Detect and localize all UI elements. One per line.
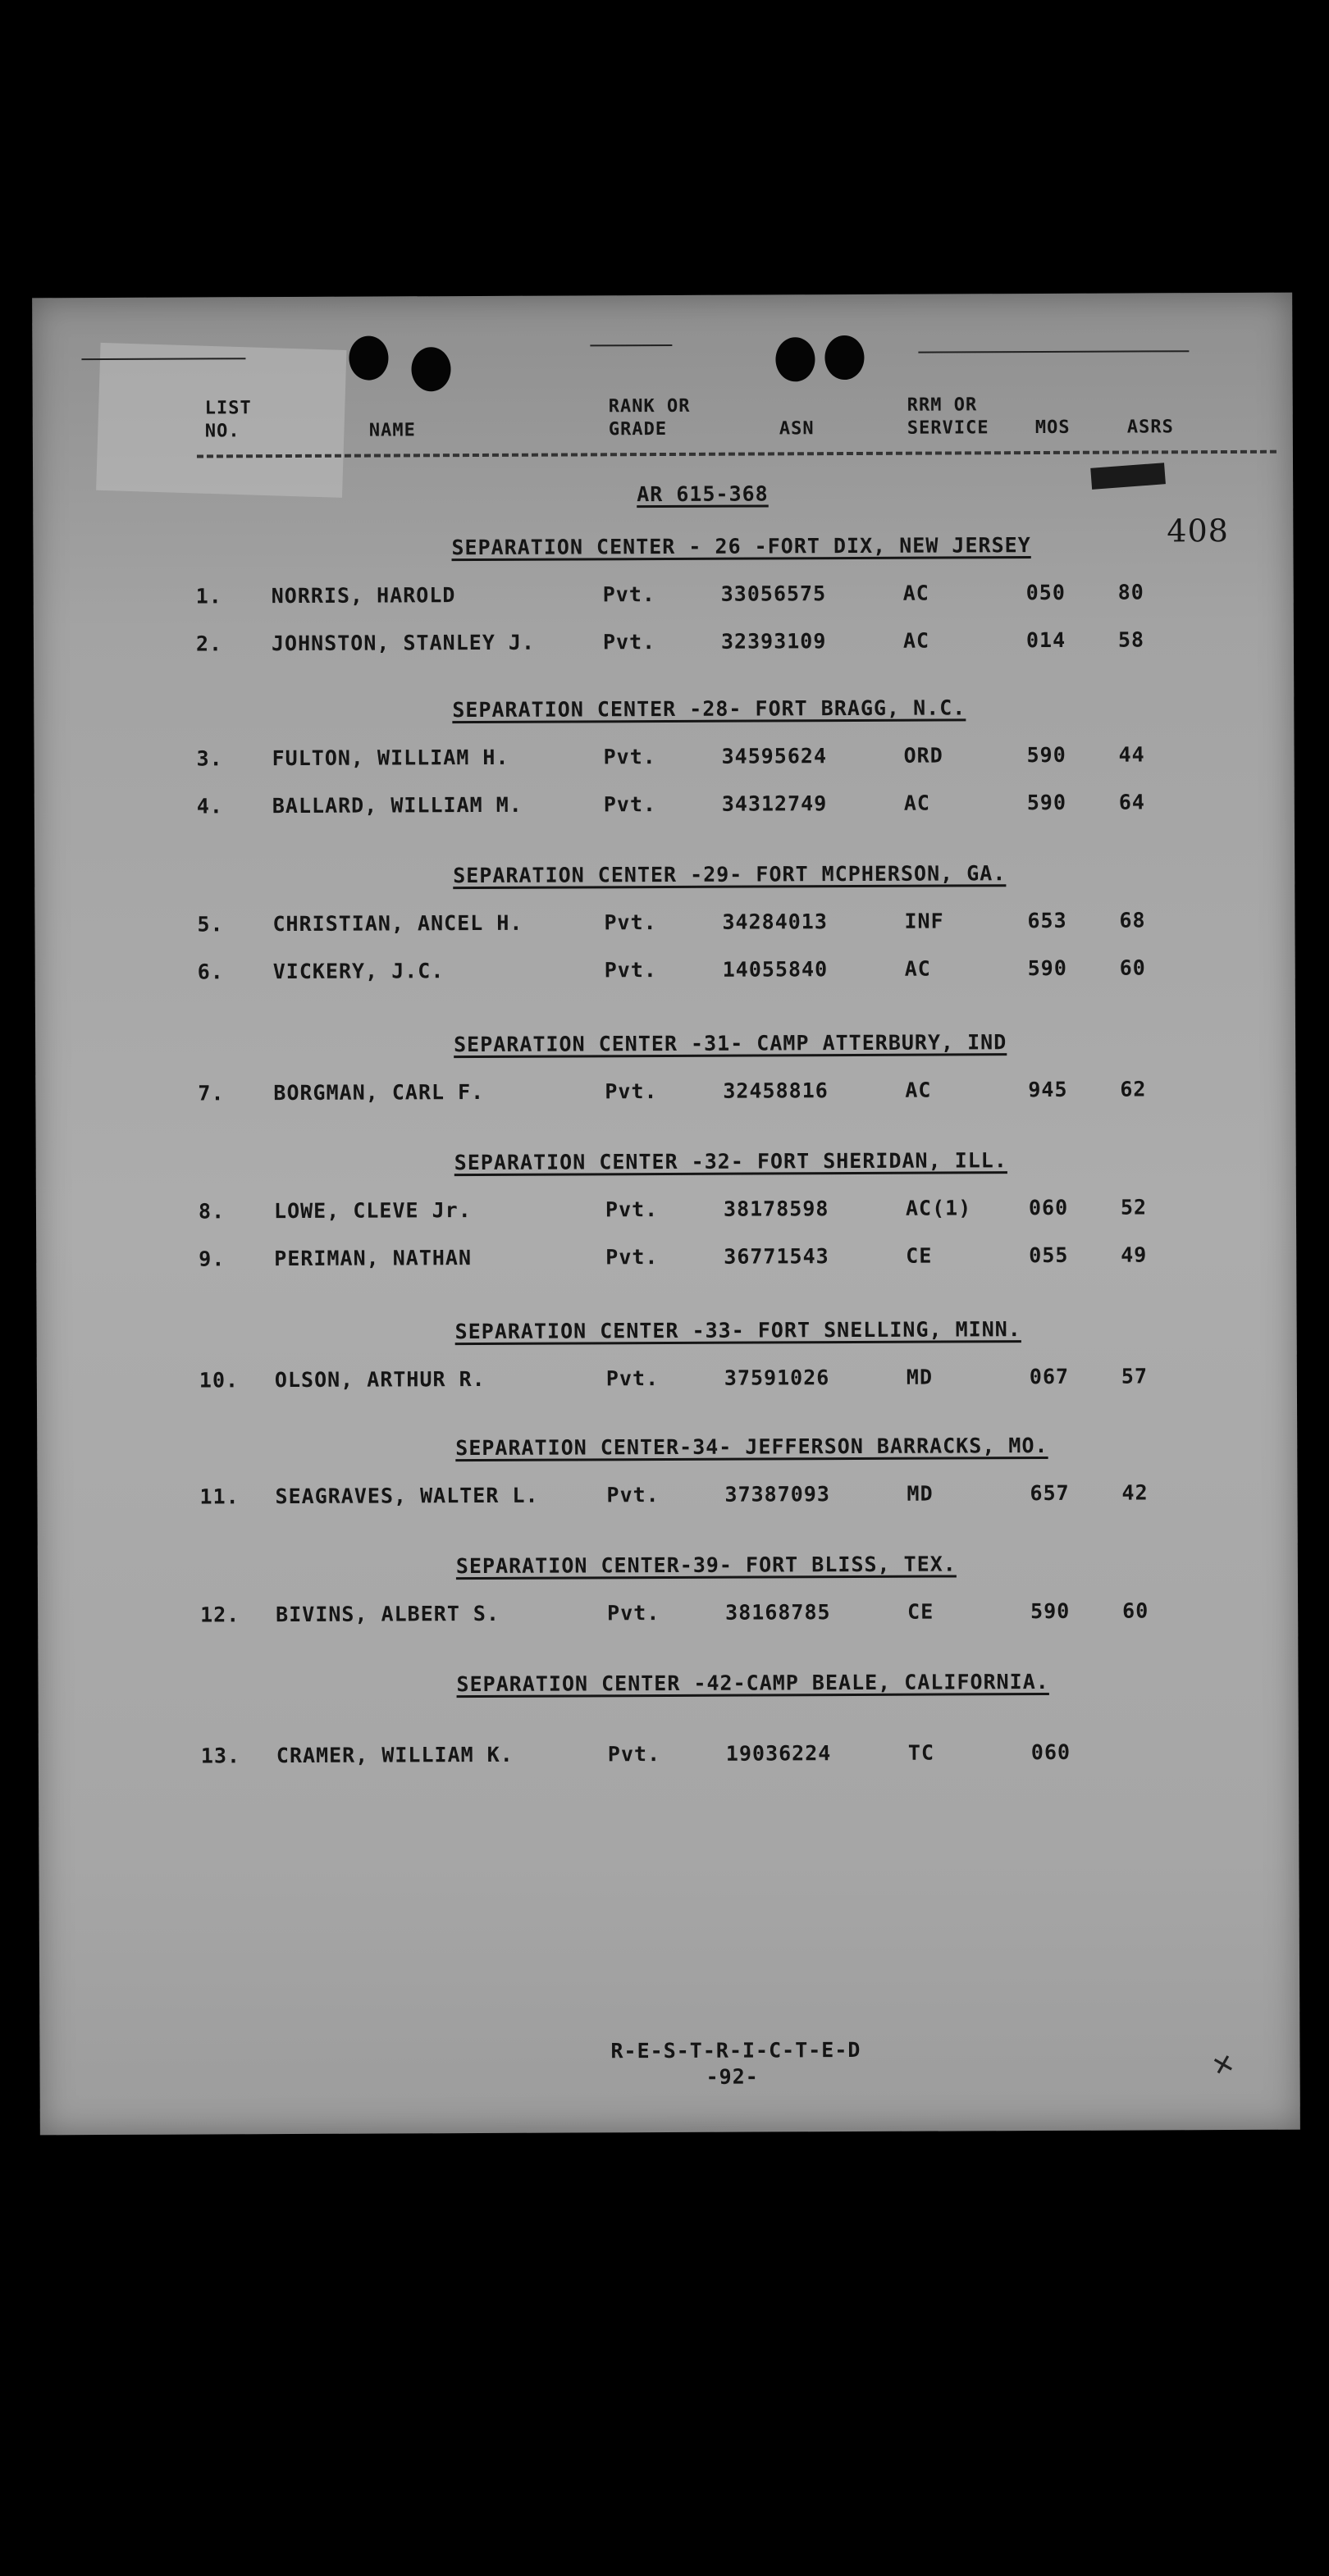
cell-no: 7. <box>198 1081 225 1106</box>
cell-asn: 32393109 <box>720 629 827 654</box>
cell-rank: Pvt. <box>604 958 657 983</box>
cell-asrs: 58 <box>1117 627 1145 652</box>
cell-name: LOWE, CLEVE Jr. <box>273 1198 472 1224</box>
section-heading: SEPARATION CENTER-39- FORT BLISS, TEX. <box>455 1552 957 1579</box>
cell-asn: 32458816 <box>723 1078 829 1103</box>
cell-service: CE <box>907 1599 934 1624</box>
cell-no: 12. <box>200 1603 240 1627</box>
cell-asrs: 42 <box>1121 1480 1149 1505</box>
section-heading: SEPARATION CENTER -31- CAMP ATTERBURY, IND <box>454 1030 1007 1057</box>
cell-asn: 14055840 <box>722 957 829 982</box>
cell-no: 5. <box>197 912 224 937</box>
cell-asrs: 57 <box>1121 1364 1149 1388</box>
cell-no: 8. <box>198 1199 226 1224</box>
cell-mos: 050 <box>1025 580 1066 605</box>
cell-service: INF <box>904 909 944 933</box>
cell-mos: 055 <box>1029 1242 1069 1268</box>
cell-name: FULTON, WILLIAM H. <box>272 745 509 771</box>
cell-name: BALLARD, WILLIAM M. <box>272 792 523 818</box>
cell-name: CRAMER, WILLIAM K. <box>276 1742 514 1768</box>
cell-rank: Pvt. <box>605 1245 659 1270</box>
cell-service: ORD <box>903 743 943 768</box>
cell-asrs: 80 <box>1117 580 1144 604</box>
cell-no: 10. <box>199 1368 240 1393</box>
scratch-line <box>918 350 1189 353</box>
section-heading: SEPARATION CENTER -29- FORT MCPHERSON, GA. <box>453 861 1007 888</box>
cell-asn: 19036224 <box>725 1741 832 1766</box>
section-heading: SEPARATION CENTER -28- FORT BRAGG, N.C. <box>452 695 966 723</box>
cell-rank: Pvt. <box>603 745 656 769</box>
cell-service: MD <box>906 1365 934 1389</box>
punch-hole <box>824 335 864 380</box>
header-asrs: ASRS <box>1126 417 1174 438</box>
cell-service: MD <box>907 1481 934 1506</box>
cell-rank: Pvt. <box>604 910 657 935</box>
pencil-x-mark: ✕ <box>1208 2042 1238 2085</box>
cell-asn: 34595624 <box>721 744 828 768</box>
cell-name: NORRIS, HAROLD <box>271 583 456 609</box>
punch-hole <box>411 347 450 391</box>
cell-asrs: 62 <box>1120 1077 1147 1101</box>
redaction-mark <box>1090 463 1166 490</box>
section-heading: SEPARATION CENTER -42-CAMP BEALE, CALIFORNIA. <box>456 1669 1049 1697</box>
cell-asrs: 60 <box>1119 955 1146 980</box>
punch-hole <box>775 337 815 381</box>
cell-no: 1. <box>195 584 222 609</box>
header-list-no: LIST NO. <box>204 398 252 442</box>
cell-rank: Pvt. <box>605 1079 658 1104</box>
stamped-page-number: 408 <box>1167 512 1229 549</box>
cell-asrs: 64 <box>1118 790 1145 814</box>
cell-mos: 945 <box>1028 1077 1068 1102</box>
cell-name: SEAGRAVES, WALTER L. <box>275 1483 539 1509</box>
cell-asn: 34284013 <box>722 910 828 934</box>
cell-name: OLSON, ARTHUR R. <box>274 1366 486 1393</box>
cell-name: PERIMAN, NATHAN <box>274 1246 473 1271</box>
header-asn: ASN <box>779 418 815 440</box>
cell-service: TC <box>907 1740 935 1765</box>
cell-name: JOHNSTON, STANLEY J. <box>271 630 536 656</box>
cell-service: AC <box>902 581 929 605</box>
cell-asrs: 52 <box>1120 1195 1148 1220</box>
cell-mos: 590 <box>1026 742 1066 768</box>
cell-asn: 34312749 <box>721 791 828 816</box>
cell-rank: Pvt. <box>602 582 655 607</box>
cell-service: CE <box>906 1243 933 1268</box>
cell-rank: Pvt. <box>607 1601 660 1625</box>
classification-marking: R-E-S-T-R-I-C-T-E-D <box>610 2037 861 2063</box>
cell-no: 2. <box>195 631 223 656</box>
cell-rank: Pvt. <box>605 1197 659 1222</box>
cell-asn: 37387093 <box>724 1482 830 1507</box>
regulation-heading: AR 615-368 <box>637 481 769 507</box>
cell-no: 4. <box>196 794 223 818</box>
cell-asn: 37591026 <box>724 1366 830 1390</box>
section-heading: SEPARATION CENTER -32- FORT SHERIDAN, ILL. <box>454 1148 1007 1175</box>
section-heading: SEPARATION CENTER -33- FORT SNELLING, MINN. <box>454 1317 1021 1344</box>
header-service: RRM OR SERVICE <box>907 394 989 439</box>
cell-name: CHRISTIAN, ANCEL H. <box>272 910 523 937</box>
cell-no: 11. <box>199 1484 240 1509</box>
cell-service: AC <box>902 628 930 653</box>
cell-asn: 36771543 <box>724 1244 829 1269</box>
cell-rank: Pvt. <box>603 792 657 817</box>
cell-mos: 067 <box>1029 1364 1070 1389</box>
header-rule <box>197 450 1276 458</box>
cell-mos: 657 <box>1030 1480 1070 1506</box>
cell-asrs: 44 <box>1118 742 1145 767</box>
cell-service: AC <box>904 956 931 981</box>
header-name: NAME <box>368 420 416 441</box>
cell-name: BIVINS, ALBERT S. <box>276 1601 500 1627</box>
cell-asrs: 60 <box>1122 1598 1149 1623</box>
scratch-line <box>590 344 672 346</box>
section-heading: SEPARATION CENTER - 26 -FORT DIX, NEW JERSEY <box>451 533 1031 560</box>
cell-service: AC <box>905 1078 932 1102</box>
cell-mos: 590 <box>1030 1598 1071 1624</box>
cell-asn: 38168785 <box>725 1600 831 1625</box>
cell-asrs: 49 <box>1121 1242 1148 1267</box>
cell-no: 9. <box>199 1247 226 1271</box>
document-page <box>32 293 1300 2136</box>
cell-mos: 060 <box>1030 1739 1071 1765</box>
cell-no: 6. <box>197 960 224 984</box>
cell-asn: 33056575 <box>720 581 827 606</box>
cell-name: BORGMAN, CARL F. <box>273 1079 485 1106</box>
header-rank: RANK OR GRADE <box>608 395 691 440</box>
cell-mos: 590 <box>1027 955 1067 981</box>
cell-rank: Pvt. <box>602 630 656 654</box>
cell-service: AC <box>903 791 930 815</box>
punch-hole <box>349 335 388 380</box>
cell-no: 13. <box>200 1744 241 1768</box>
page-footer-number: -92- <box>706 2064 759 2089</box>
header-mos: MOS <box>1034 417 1071 439</box>
cell-rank: Pvt. <box>606 1483 660 1507</box>
cell-rank: Pvt. <box>605 1366 660 1391</box>
cell-rank: Pvt. <box>607 1742 661 1767</box>
cell-asrs: 68 <box>1119 908 1146 932</box>
cell-mos: 590 <box>1026 790 1067 815</box>
cell-mos: 653 <box>1027 908 1067 933</box>
section-heading: SEPARATION CENTER-34- JEFFERSON BARRACKS, MO. <box>455 1433 1048 1461</box>
cell-mos: 014 <box>1025 627 1066 653</box>
cell-service: AC(1) <box>905 1196 972 1220</box>
cell-asn: 38178598 <box>723 1197 829 1221</box>
cell-mos: 060 <box>1028 1195 1069 1220</box>
cell-no: 3. <box>196 746 223 771</box>
cell-name: VICKERY, J.C. <box>272 959 445 984</box>
